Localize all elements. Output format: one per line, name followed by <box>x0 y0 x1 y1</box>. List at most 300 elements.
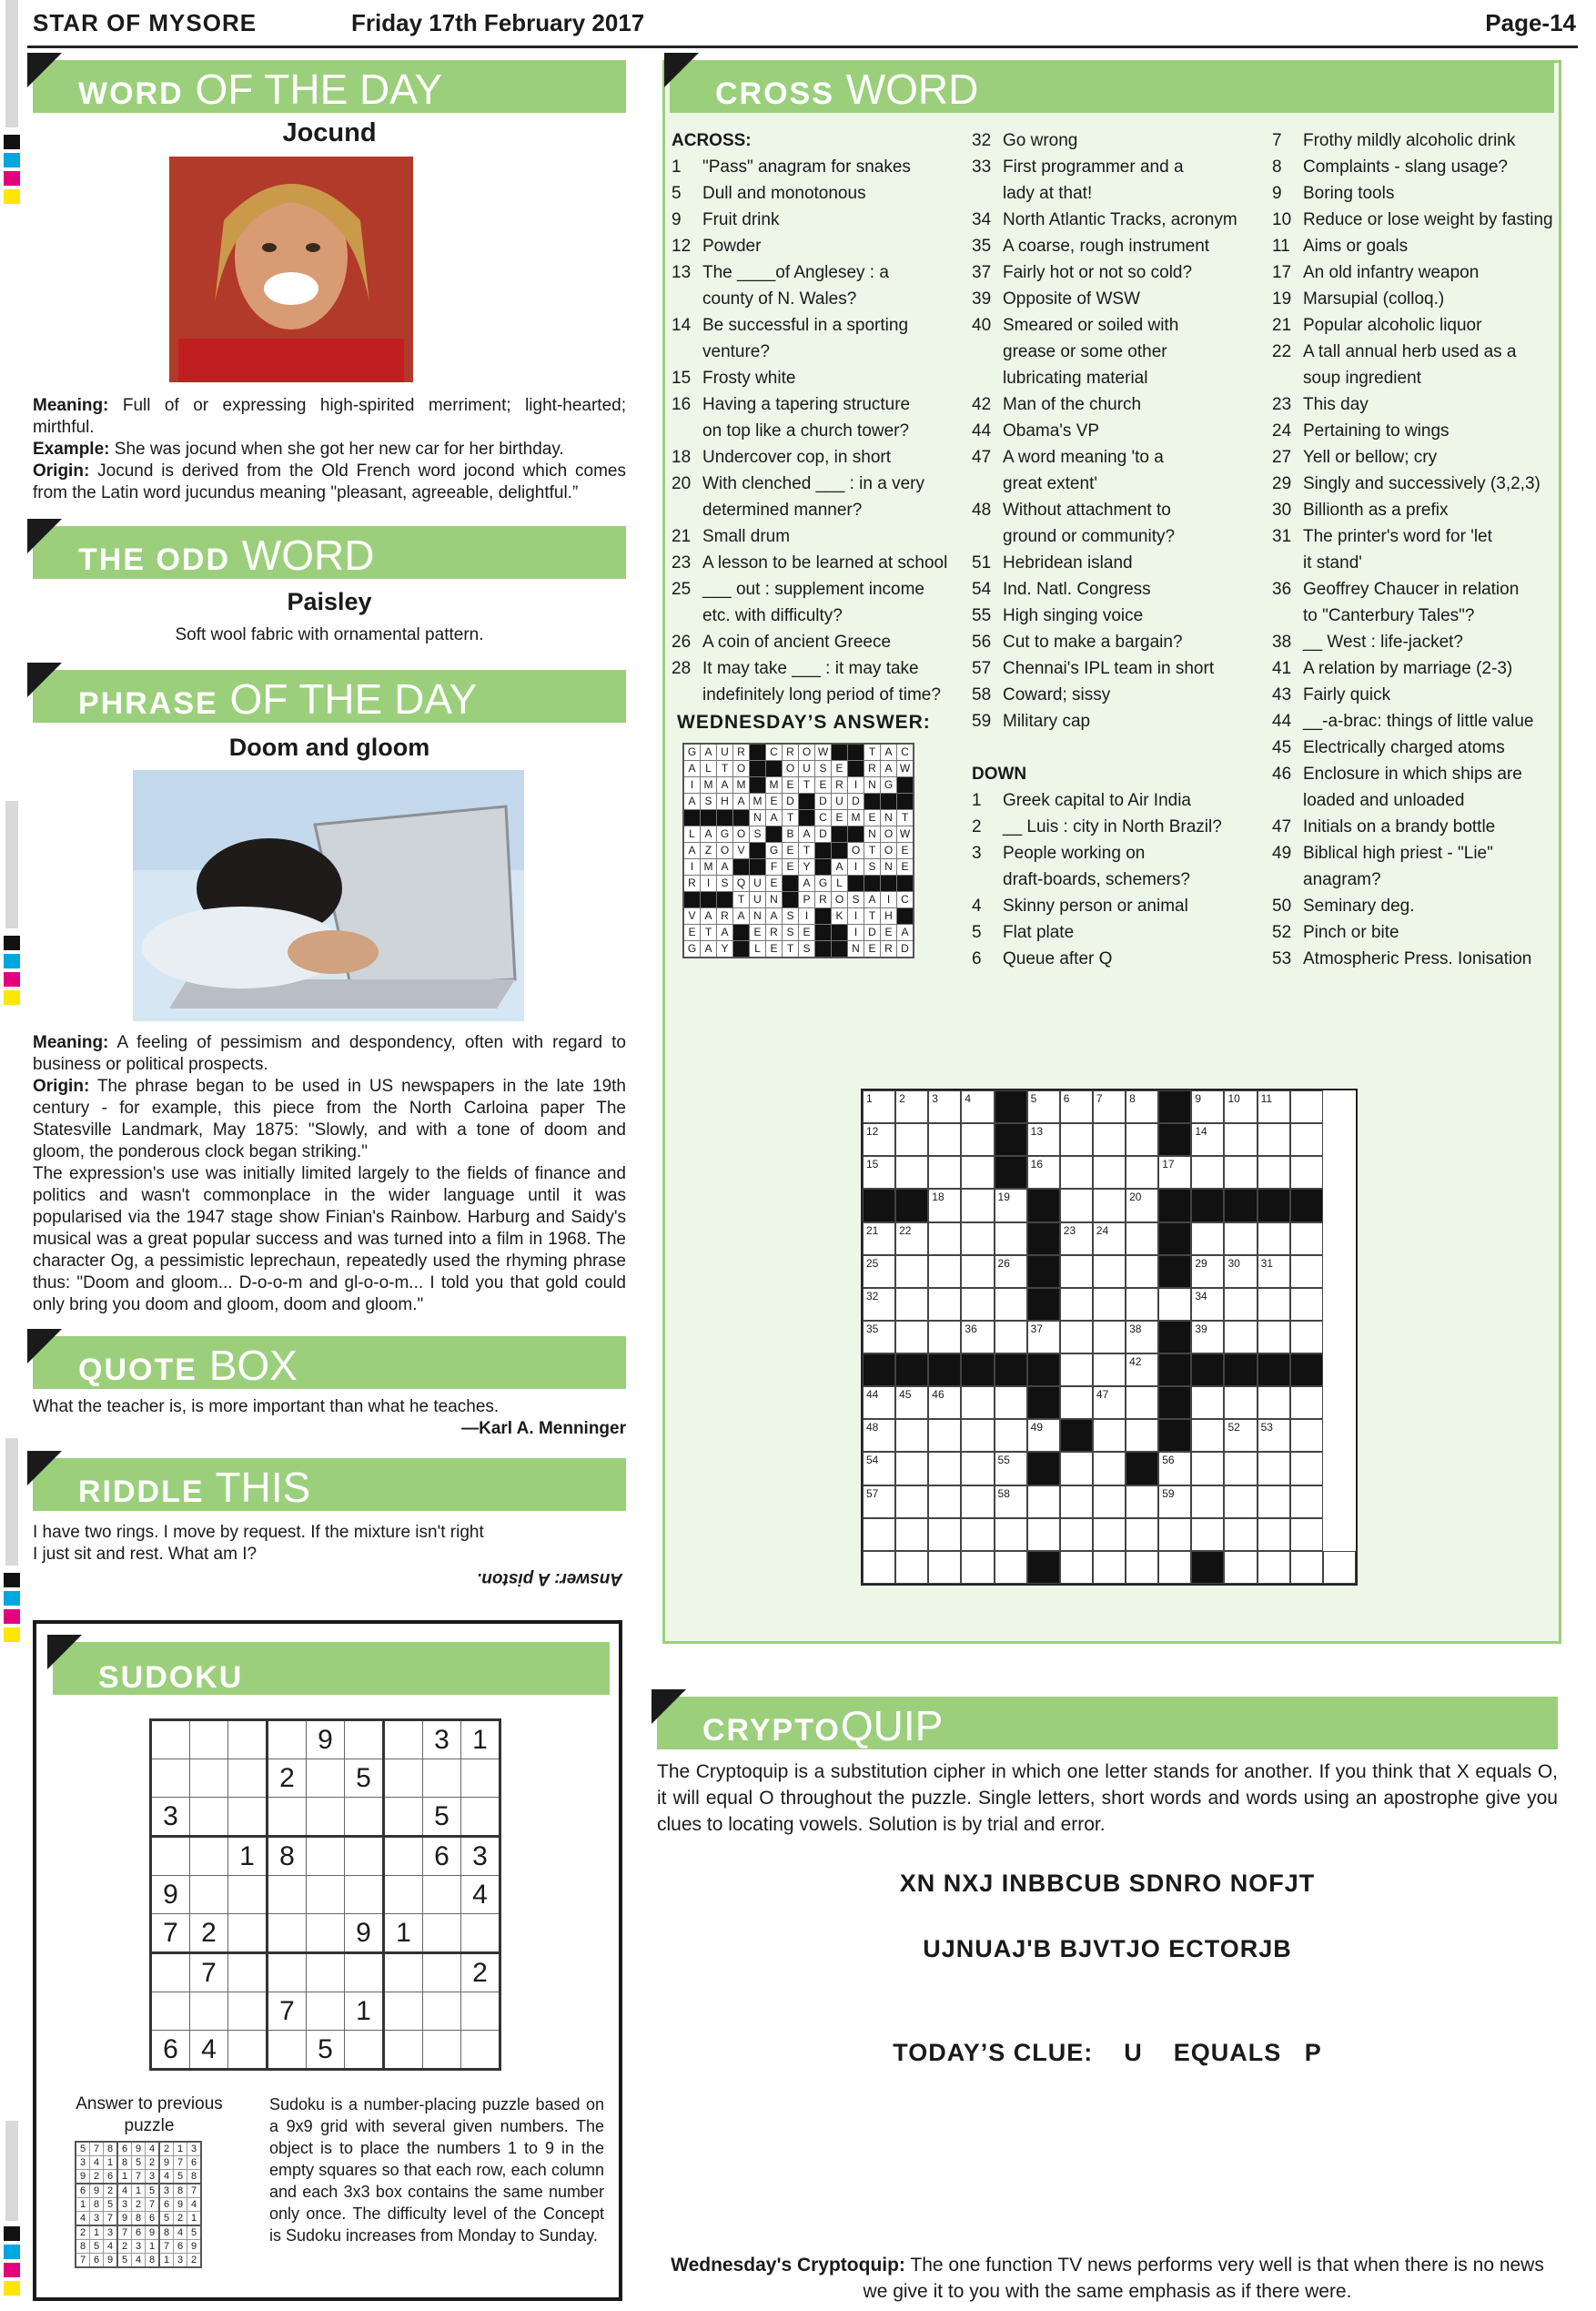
crossword-cell[interactable] <box>1126 1090 1158 1123</box>
cell-number: 19 <box>997 1191 1010 1204</box>
crossword-black-square <box>961 1353 994 1386</box>
clue-number: 51 <box>972 553 992 573</box>
sudoku-cell[interactable] <box>423 1953 461 1992</box>
sudoku-cell[interactable] <box>345 1720 384 1759</box>
crossword-cell[interactable] <box>1224 1288 1257 1321</box>
crossword-cell[interactable] <box>995 1255 1027 1288</box>
crossword-cell[interactable] <box>1093 1288 1126 1321</box>
answer-letter: N <box>864 826 881 843</box>
crossword-cell[interactable] <box>895 1386 928 1419</box>
clue-number: 44 <box>972 421 992 441</box>
previous-sudoku-cell: 3 <box>117 2198 132 2212</box>
clue-text: __ West : life-jacket? <box>1303 633 1464 652</box>
crossword-cell[interactable] <box>1290 1551 1323 1584</box>
crossword-cell[interactable] <box>928 1288 961 1321</box>
sudoku-cell[interactable] <box>228 1914 268 1953</box>
crossword-cell[interactable] <box>1258 1123 1290 1156</box>
crossword-cell[interactable] <box>995 1321 1027 1353</box>
crossword-cell[interactable] <box>961 1222 994 1255</box>
crossword-cell[interactable] <box>1191 1321 1224 1353</box>
crossword-cell[interactable] <box>863 1321 895 1353</box>
clue-text: "Pass" anagram for snakes <box>702 157 911 177</box>
crossword-cell[interactable] <box>1224 1255 1257 1288</box>
crossword-cell[interactable] <box>995 1452 1027 1485</box>
answer-letter: A <box>733 908 750 925</box>
crossword-cell[interactable] <box>1126 1255 1158 1288</box>
crossword-cell[interactable] <box>928 1123 961 1156</box>
sudoku-cell[interactable] <box>151 1953 190 1992</box>
clue-text: Boring tools <box>1303 184 1395 203</box>
crossword-cell[interactable] <box>1158 1485 1191 1518</box>
clue-text: Without attachment to <box>1003 501 1171 520</box>
sudoku-cell[interactable] <box>461 1992 500 2031</box>
clue-text: Seminary deg. <box>1303 897 1415 916</box>
crossword-cell[interactable] <box>1191 1255 1224 1288</box>
crossword-cell[interactable] <box>1258 1288 1290 1321</box>
previous-sudoku-cell: 5 <box>104 2198 118 2212</box>
crossword-cell[interactable] <box>928 1189 961 1221</box>
crossword-cell[interactable] <box>1258 1419 1290 1452</box>
sudoku-cell[interactable] <box>190 1798 228 1837</box>
crossword-cell[interactable] <box>1060 1485 1093 1518</box>
crossword-cell[interactable] <box>1093 1189 1126 1221</box>
crossword-cell[interactable] <box>895 1156 928 1189</box>
crossword-cell[interactable] <box>1290 1255 1323 1288</box>
crossword-cell[interactable] <box>961 1090 994 1123</box>
crossword-cell[interactable] <box>928 1518 961 1551</box>
crossword-cell[interactable] <box>1060 1189 1093 1221</box>
previous-sudoku-cell: 3 <box>104 2225 118 2240</box>
crossword-cell[interactable] <box>1126 1518 1158 1551</box>
crossword-clue <box>1272 946 1554 972</box>
crossword-cell[interactable] <box>1224 1386 1257 1419</box>
sudoku-cell[interactable] <box>384 1953 423 1992</box>
crossword-cell[interactable] <box>863 1090 895 1123</box>
crossword-cell[interactable] <box>1191 1090 1224 1123</box>
crossword-cell[interactable] <box>1224 1090 1257 1123</box>
crossword-cell[interactable] <box>1093 1551 1126 1584</box>
sudoku-cell[interactable] <box>423 1876 461 1914</box>
clue-number: 55 <box>972 606 992 625</box>
crossword-cell[interactable] <box>1290 1222 1323 1255</box>
crossword-cell[interactable] <box>1258 1090 1290 1123</box>
sudoku-cell[interactable] <box>307 1953 345 1992</box>
crossword-cell[interactable] <box>1093 1321 1126 1353</box>
sudoku-cell[interactable] <box>423 1914 461 1953</box>
sudoku-cell[interactable] <box>151 1720 190 1759</box>
sudoku-cell[interactable] <box>190 1992 228 2031</box>
crossword-cell[interactable] <box>895 1321 928 1353</box>
crossword-cell[interactable] <box>1060 1452 1093 1485</box>
sudoku-cell[interactable] <box>190 1837 228 1876</box>
sudoku-cell[interactable] <box>228 1992 268 2031</box>
crossword-clue <box>972 840 1263 867</box>
crossword-cell[interactable] <box>1290 1452 1323 1485</box>
crossword-cell[interactable] <box>1060 1518 1093 1551</box>
crossword-cell[interactable] <box>961 1189 994 1221</box>
previous-sudoku-cell: 2 <box>132 2198 146 2212</box>
answer-letter: A <box>733 794 750 810</box>
crossword-cell[interactable] <box>863 1288 895 1321</box>
sudoku-cell[interactable] <box>461 1798 500 1837</box>
answer-letter: I <box>848 859 864 876</box>
sudoku-cell[interactable] <box>268 2031 307 2070</box>
crossword-cell[interactable] <box>863 1518 895 1551</box>
crossword-cell[interactable] <box>1027 1156 1060 1189</box>
crossword-cell[interactable] <box>1290 1288 1323 1321</box>
cell-number: 10 <box>1227 1092 1240 1105</box>
sudoku-cell[interactable] <box>384 2031 423 2070</box>
previous-sudoku-cell: 2 <box>76 2225 90 2240</box>
sudoku-cell[interactable] <box>345 1798 384 1837</box>
crossword-cell[interactable] <box>1126 1123 1158 1156</box>
crossword-cell[interactable] <box>1126 1386 1158 1419</box>
crossword-cell[interactable] <box>1191 1156 1224 1189</box>
sudoku-cell[interactable] <box>228 1720 268 1759</box>
crossword-cell[interactable] <box>961 1386 994 1419</box>
crossword-cell[interactable] <box>1060 1156 1093 1189</box>
sudoku-cell[interactable] <box>151 1759 190 1798</box>
crossword-clue <box>972 444 1263 471</box>
crossword-cell[interactable] <box>1258 1485 1290 1518</box>
crossword-cell[interactable] <box>895 1288 928 1321</box>
crossword-cell[interactable] <box>1093 1123 1126 1156</box>
crossword-cell[interactable] <box>1126 1189 1158 1221</box>
clue-text: __ Luis : city in North Brazil? <box>1003 817 1222 836</box>
sudoku-cell: 9 <box>151 1876 190 1914</box>
crossword-cell[interactable] <box>1060 1123 1093 1156</box>
phrase-title: Doom and gloom <box>228 734 430 761</box>
sudoku-cell[interactable] <box>384 1992 423 2031</box>
sudoku-cell[interactable] <box>151 1992 190 2031</box>
crossword-cell[interactable] <box>1258 1255 1290 1288</box>
crossword-cell[interactable] <box>1290 1090 1323 1123</box>
crossword-cell[interactable] <box>1060 1353 1093 1386</box>
crossword-cell[interactable] <box>1126 1551 1158 1584</box>
crossword-cell[interactable] <box>863 1222 895 1255</box>
crossword-black-square <box>1027 1353 1060 1386</box>
crossword-cell[interactable] <box>895 1419 928 1452</box>
crossword-header <box>670 60 1554 113</box>
crossword-cell[interactable] <box>863 1551 895 1584</box>
crossword-cell[interactable] <box>1093 1255 1126 1288</box>
sudoku-cell[interactable] <box>345 1953 384 1992</box>
crossword-cell[interactable] <box>1027 1123 1060 1156</box>
sudoku-cell[interactable] <box>190 1759 228 1798</box>
sudoku-cell[interactable] <box>268 1798 307 1837</box>
crossword-cell[interactable] <box>928 1321 961 1353</box>
clue-text: draft-boards, schemers? <box>1003 870 1190 889</box>
crossword-cell[interactable] <box>863 1123 895 1156</box>
crossword-cell[interactable] <box>1126 1288 1158 1321</box>
crossword-cell[interactable] <box>1224 1156 1257 1189</box>
sudoku-cell[interactable] <box>228 2031 268 2070</box>
sudoku-cell[interactable] <box>461 2031 500 2070</box>
sudoku-cell[interactable] <box>228 1798 268 1837</box>
crossword-cell[interactable] <box>1027 1485 1060 1518</box>
sudoku-cell[interactable] <box>190 1876 228 1914</box>
sudoku-cell[interactable] <box>345 1837 384 1876</box>
answer-letter: E <box>897 843 914 859</box>
crossword-cell[interactable] <box>1290 1321 1323 1353</box>
crossword-cell[interactable] <box>1060 1321 1093 1353</box>
crossword-cell[interactable] <box>1060 1255 1093 1288</box>
crossword-cell[interactable] <box>995 1485 1027 1518</box>
crossword-cell[interactable] <box>928 1156 961 1189</box>
crossword-cell[interactable] <box>1258 1551 1290 1584</box>
crossword-cell[interactable] <box>1290 1386 1323 1419</box>
sudoku-cell[interactable] <box>307 1876 345 1914</box>
crossword-cell[interactable] <box>895 1222 928 1255</box>
quote-author: —Karl A. Menninger <box>461 1419 626 1438</box>
crossword-cell[interactable] <box>928 1222 961 1255</box>
crossword-cell[interactable] <box>1158 1452 1191 1485</box>
crossword-cell[interactable] <box>863 1386 895 1419</box>
crossword-cell[interactable] <box>1191 1386 1224 1419</box>
sudoku-cell[interactable] <box>384 1759 423 1798</box>
crossword-cell[interactable] <box>1191 1288 1224 1321</box>
sudoku-cell[interactable] <box>190 1720 228 1759</box>
crossword-cell[interactable] <box>1027 1321 1060 1353</box>
crossword-cell[interactable] <box>895 1551 928 1584</box>
crossword-cell[interactable] <box>961 1123 994 1156</box>
crossword-cell[interactable] <box>1093 1222 1126 1255</box>
crossword-cell[interactable] <box>995 1551 1027 1584</box>
crossword-cell[interactable] <box>1191 1222 1224 1255</box>
crossword-cell[interactable] <box>928 1551 961 1584</box>
sudoku-cell[interactable] <box>307 1759 345 1798</box>
sudoku-cell[interactable] <box>345 2031 384 2070</box>
crossword-cell[interactable] <box>1093 1452 1126 1485</box>
crossword-cell[interactable] <box>895 1123 928 1156</box>
crossword-cell[interactable] <box>1224 1518 1257 1551</box>
crossword-cell[interactable] <box>1258 1518 1290 1551</box>
sudoku-cell[interactable] <box>151 1837 190 1876</box>
answer-letter: A <box>766 908 783 925</box>
answer-black-square <box>815 925 832 941</box>
quote-text: What the teacher is, is more important than what he teaches. <box>33 1397 500 1416</box>
sudoku-cell[interactable] <box>228 1759 268 1798</box>
crossword-cell[interactable] <box>928 1485 961 1518</box>
crossword-cell[interactable] <box>1290 1518 1323 1551</box>
crossword-clue <box>1272 259 1554 286</box>
crossword-cell[interactable] <box>1191 1123 1224 1156</box>
crossword-cell[interactable] <box>1224 1123 1257 1156</box>
crossword-cell[interactable] <box>1258 1452 1290 1485</box>
crossword-cell[interactable] <box>1224 1551 1257 1584</box>
crossword-cell[interactable] <box>961 1452 994 1485</box>
answer-black-square <box>750 744 766 761</box>
crossword-clue <box>972 497 1263 523</box>
crossword-cell[interactable] <box>863 1156 895 1189</box>
sudoku-cell[interactable] <box>461 1914 500 1953</box>
crossword-cell[interactable] <box>1093 1156 1126 1189</box>
sudoku-cell[interactable] <box>307 1914 345 1953</box>
answer-letter: S <box>717 876 733 892</box>
answer-black-square <box>881 794 897 810</box>
crossword-cell[interactable] <box>1290 1485 1323 1518</box>
crossword-cell[interactable] <box>1093 1386 1126 1419</box>
crossword-cell[interactable] <box>863 1419 895 1452</box>
crossword-cell[interactable] <box>1126 1321 1158 1353</box>
crossword-cell[interactable] <box>1290 1419 1323 1452</box>
crossword-black-square <box>1158 1321 1191 1353</box>
crossword-clue <box>972 471 1263 497</box>
crossword-cell[interactable] <box>1126 1222 1158 1255</box>
crossword-cell[interactable] <box>1126 1419 1158 1452</box>
crossword-cell[interactable] <box>1191 1485 1224 1518</box>
sudoku-cell[interactable] <box>423 1759 461 1798</box>
crossword-cell[interactable] <box>863 1255 895 1288</box>
clue-text: Initials on a brandy bottle <box>1303 817 1496 836</box>
crossword-cell[interactable] <box>961 1156 994 1189</box>
crossword-cell[interactable] <box>1027 1518 1060 1551</box>
crossword-grid[interactable] <box>861 1089 1358 1586</box>
crossword-cell[interactable] <box>995 1518 1027 1551</box>
crossword-cell[interactable] <box>928 1419 961 1452</box>
crossword-cell[interactable] <box>895 1090 928 1123</box>
crossword-cell[interactable] <box>895 1485 928 1518</box>
sudoku-cell[interactable] <box>228 1953 268 1992</box>
crossword-cell[interactable] <box>863 1452 895 1485</box>
corner-mark <box>652 1689 686 1724</box>
crossword-cell[interactable] <box>961 1551 994 1584</box>
sudoku-cell[interactable] <box>268 1720 307 1759</box>
crossword-cell[interactable] <box>995 1419 1027 1452</box>
sudoku-cell[interactable] <box>384 1720 423 1759</box>
previous-sudoku-cell: 7 <box>90 2142 104 2156</box>
clue-text: Atmospheric Press. Ionisation <box>1303 949 1532 968</box>
sudoku-cell[interactable] <box>307 1837 345 1876</box>
answer-black-square <box>701 892 717 908</box>
crossword-cell[interactable] <box>961 1485 994 1518</box>
crossword-cell[interactable] <box>961 1321 994 1353</box>
sudoku-cell[interactable] <box>268 1914 307 1953</box>
clue-number: 15 <box>672 369 692 388</box>
crossword-cell[interactable] <box>995 1386 1027 1419</box>
crossword-cell[interactable] <box>961 1288 994 1321</box>
cell-number: 13 <box>1030 1125 1044 1139</box>
crossword-cell[interactable] <box>1224 1321 1257 1353</box>
cell-number: 12 <box>866 1125 879 1139</box>
sudoku-cell[interactable] <box>423 2031 461 2070</box>
sudoku-cell[interactable] <box>268 1876 307 1914</box>
crossword-cell[interactable] <box>895 1452 928 1485</box>
sudoku-cell[interactable] <box>307 1798 345 1837</box>
crossword-cell[interactable] <box>1060 1551 1093 1584</box>
crossword-cell[interactable] <box>895 1255 928 1288</box>
crossword-clue <box>972 946 1263 972</box>
clue-text: great extent' <box>1003 474 1097 493</box>
crossword-cell[interactable] <box>995 1222 1027 1255</box>
crossword-clue <box>1272 576 1554 603</box>
crossword-cell[interactable] <box>1093 1518 1126 1551</box>
crossword-cell[interactable] <box>1126 1353 1158 1386</box>
sudoku-cell[interactable] <box>307 1992 345 2031</box>
crossword-cell[interactable] <box>1290 1156 1323 1189</box>
crossword-cell[interactable] <box>1158 1288 1191 1321</box>
sudoku-cell[interactable] <box>384 1837 423 1876</box>
crossword-cell[interactable] <box>1258 1222 1290 1255</box>
cell-number: 54 <box>866 1454 879 1467</box>
sudoku-cell[interactable] <box>228 1876 268 1914</box>
crossword-cell[interactable] <box>928 1255 961 1288</box>
sudoku-cell[interactable] <box>345 1876 384 1914</box>
crossword-cell[interactable] <box>928 1452 961 1485</box>
crossword-cell[interactable] <box>1258 1156 1290 1189</box>
crossword-cell[interactable] <box>1191 1518 1224 1551</box>
sudoku-cell[interactable] <box>461 1759 500 1798</box>
header-bold: CRYPTO <box>702 1713 841 1748</box>
crossword-cell[interactable] <box>1258 1386 1290 1419</box>
clue-number: 18 <box>672 448 692 467</box>
crossword-cell[interactable] <box>1258 1321 1290 1353</box>
sudoku-cell[interactable] <box>384 1876 423 1914</box>
sudoku-cell[interactable] <box>268 1953 307 1992</box>
sudoku-cell[interactable] <box>384 1798 423 1837</box>
crossword-cell[interactable] <box>1158 1551 1191 1584</box>
crossword-cell[interactable] <box>1093 1353 1126 1386</box>
clue-number: 3 <box>972 844 982 863</box>
crossword-cell[interactable] <box>1126 1156 1158 1189</box>
crossword-cell[interactable] <box>1060 1288 1093 1321</box>
crossword-cell[interactable] <box>1027 1419 1060 1452</box>
crossword-cell[interactable] <box>1158 1156 1191 1189</box>
crossword-cell[interactable] <box>928 1090 961 1123</box>
crossword-cell[interactable] <box>1027 1090 1060 1123</box>
crossword-cell[interactable] <box>961 1419 994 1452</box>
crossword-cell[interactable] <box>1191 1419 1224 1452</box>
answer-letter: S <box>750 826 766 843</box>
crossword-cell[interactable] <box>1224 1485 1257 1518</box>
crossword-cell[interactable] <box>1060 1386 1093 1419</box>
crossword-cell[interactable] <box>1224 1222 1257 1255</box>
crossword-cell[interactable] <box>863 1485 895 1518</box>
clue-number: 21 <box>672 527 692 546</box>
clue-text: Smeared or soiled with <box>1003 316 1179 335</box>
crossword-cell[interactable] <box>1290 1123 1323 1156</box>
sudoku-cell: 3 <box>423 1720 461 1759</box>
crossword-cell[interactable] <box>1093 1419 1126 1452</box>
answer-letter: M <box>701 859 717 876</box>
crossword-cell[interactable] <box>995 1189 1027 1221</box>
crossword-cell[interactable] <box>1126 1485 1158 1518</box>
sudoku-cell[interactable] <box>423 1992 461 2031</box>
crossword-cell[interactable] <box>1224 1452 1257 1485</box>
crossword-cell[interactable] <box>1224 1419 1257 1452</box>
crossword-cell[interactable] <box>1060 1090 1093 1123</box>
crossword-cell[interactable] <box>1158 1518 1191 1551</box>
crossword-cell[interactable] <box>961 1255 994 1288</box>
cell-number: 52 <box>1227 1421 1240 1434</box>
crossword-cell[interactable] <box>895 1518 928 1551</box>
clue-number: 57 <box>972 659 992 678</box>
crossword-cell[interactable] <box>1323 1551 1356 1584</box>
crossword-cell[interactable] <box>961 1518 994 1551</box>
crossword-cell[interactable] <box>1191 1452 1224 1485</box>
clue-text: A lesson to be learned at school <box>702 553 948 573</box>
crossword-cell[interactable] <box>1093 1485 1126 1518</box>
clue-number: 12 <box>672 237 692 256</box>
crossword-cell[interactable] <box>1093 1090 1126 1123</box>
crossword-cell[interactable] <box>995 1288 1027 1321</box>
crossword-clue <box>972 550 1263 576</box>
crossword-cell[interactable] <box>928 1386 961 1419</box>
riddle-answer-upside-down: Answer: A piston. <box>476 1569 622 1588</box>
crossword-cell[interactable] <box>1060 1222 1093 1255</box>
clue-text: Billionth as a prefix <box>1303 501 1449 520</box>
crossword-clue <box>972 655 1263 682</box>
